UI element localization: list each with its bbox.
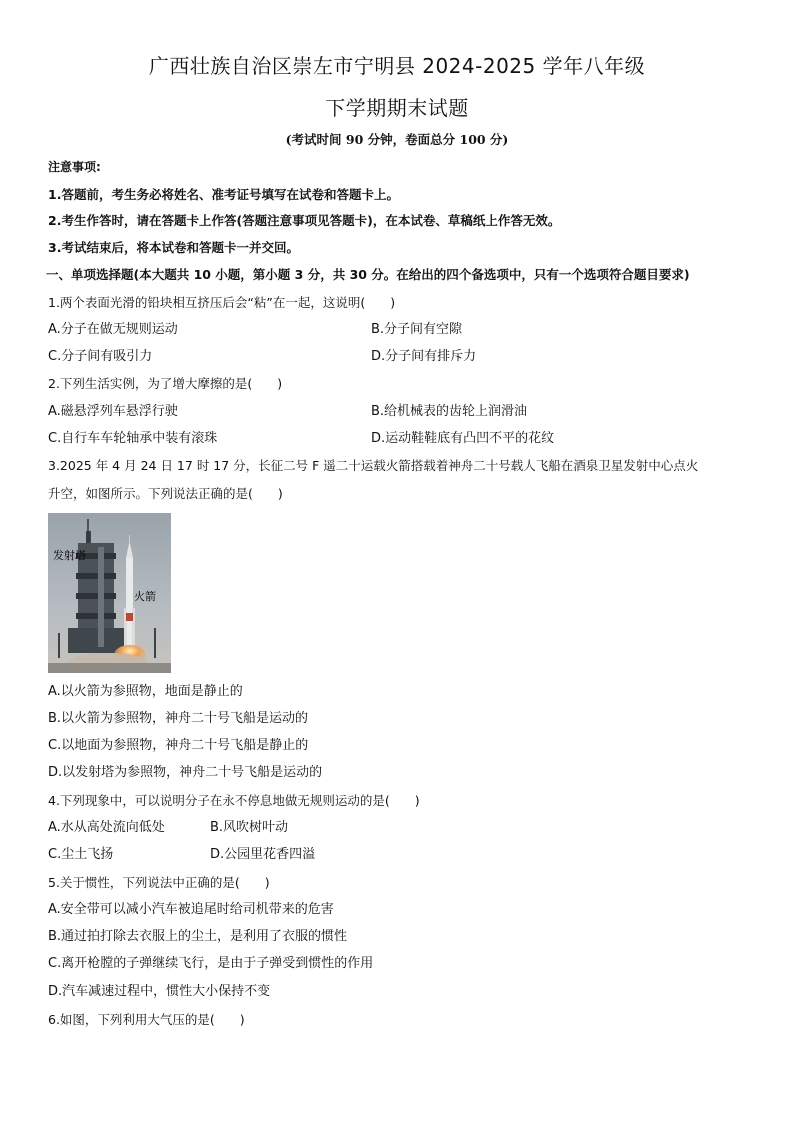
figure-label-tower: 发射塔 [53, 549, 86, 562]
q4-option-b: B.风吹树叶动 [210, 820, 289, 835]
q4-option-d: D.公园里花香四溢 [210, 847, 316, 862]
q4-option-a: A.水从高处流向低处 [48, 820, 165, 835]
exam-subtitle: (考试时间 90 分钟，卷面总分 100 分) [285, 132, 509, 147]
q2-option-b: B.给机械表的齿轮上润滑油 [371, 404, 528, 419]
notes-item-1: 1.答题前，考生务必将姓名、准考证号填写在试卷和答题卡上。 [48, 187, 399, 202]
q3-option-d: D.以发射塔为参照物，神舟二十号飞船是运动的 [48, 765, 323, 780]
q2-option-a: A.磁悬浮列车悬浮行驶 [48, 404, 178, 419]
q3-option-a: A.以火箭为参照物，地面是静止的 [48, 684, 243, 699]
question-6-stem: 6.如图，下列利用大气压的是( ) [48, 1012, 245, 1027]
q5-option-b: B.通过拍打除去衣服上的尘土，是利用了衣服的惯性 [48, 929, 348, 944]
q4-option-c: C.尘土飞扬 [48, 847, 114, 862]
q2-option-c: C.自行车车轮轴承中装有滚珠 [48, 431, 218, 446]
notes-item-3: 3.考试结束后，将本试卷和答题卡一并交回。 [48, 240, 299, 255]
q5-option-d: D.汽车减速过程中，惯性大小保持不变 [48, 984, 271, 999]
question-3-stem-line2: 升空，如图所示。下列说法正确的是( ) [48, 486, 283, 501]
q5-option-a: A.安全带可以减小汽车被追尾时给司机带来的危害 [48, 902, 334, 917]
question-3-stem-line1: 3.2025 年 4 月 24 日 17 时 17 分，长征二号 F 遥二十运载火箭搭载着神舟二十号载人飞船在酒泉卫星发射中心点火 [48, 458, 699, 473]
exam-title-line1: 广西壮族自治区崇左市宁明县 2024-2025 学年八年级 [148, 54, 646, 78]
question-5-stem: 5.关于惯性，下列说法中正确的是( ) [48, 875, 270, 890]
q2-option-d: D.运动鞋鞋底有凸凹不平的花纹 [371, 431, 555, 446]
section-heading: 一、单项选择题(本大题共 10 小题，第小题 3 分，共 30 分。在给出的四个备选项中，只有一个选项符合题目要求) [46, 267, 690, 282]
figure-label-rocket: 火箭 [134, 590, 156, 603]
question-2-stem: 2.下列生活实例，为了增大摩擦的是( ) [48, 376, 283, 391]
notes-heading: 注意事项: [48, 160, 101, 174]
q3-option-b: B.以火箭为参照物，神舟二十号飞船是运动的 [48, 711, 309, 726]
q5-option-c: C.离开枪膛的子弹继续飞行，是由于子弹受到惯性的作用 [48, 956, 374, 971]
rocket-launch-photo [48, 513, 171, 673]
exam-title-line2: 下学期期末试题 [325, 96, 469, 120]
q1-option-c: C.分子间有吸引力 [48, 349, 153, 364]
q1-option-b: B.分子间有空隙 [371, 322, 463, 337]
q1-option-a: A.分子在做无规则运动 [48, 322, 178, 337]
q3-option-c: C.以地面为参照物，神舟二十号飞船是静止的 [48, 738, 309, 753]
notes-item-2: 2.考生作答时，请在答题卡上作答(答题注意事项见答题卡)，在本试卷、草稿纸上作答无效。 [48, 213, 561, 228]
q1-option-d: D.分子间有排斥力 [371, 349, 477, 364]
question-1-stem: 1.两个表面光滑的铅块相互挤压后会“粘”在一起，这说明( ) [48, 295, 396, 310]
question-4-stem: 4.下列现象中，可以说明分子在永不停息地做无规则运动的是( ) [48, 793, 420, 808]
